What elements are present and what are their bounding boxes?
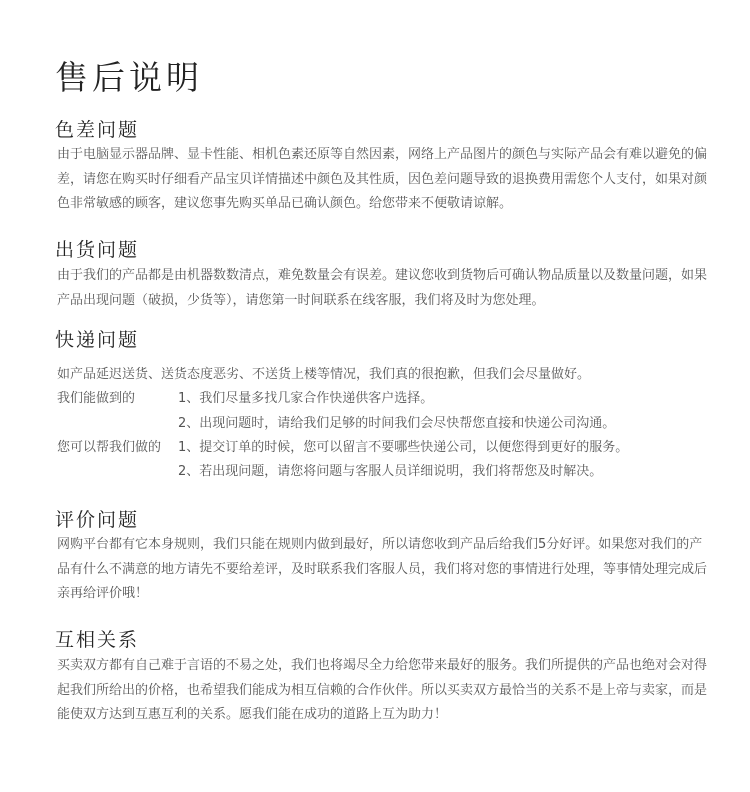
express-group-label: 您可以帮我们做的 (57, 440, 162, 455)
list-item: 2、出现问题时，请给我们足够的时间我们会尽快帮您直接和快递公司沟通。 (178, 416, 616, 431)
list-item: 1、我们尽量多找几家合作快递供客户选择。 (178, 391, 434, 406)
section-heading-shipping: 出货问题 (55, 239, 140, 261)
section-body-relationship: 买卖双方都有自己难于言语的不易之处，我们也将竭尽全力给您带来最好的服务。我们所提供的产品也绝对会对得起我们所给出的价格，也希望我们能成为相互信赖的合作伙伴。所以买卖双方最恰当的关系不是上帝与卖家，而是能使双方达到互惠互利的关系。愿我们能在成功的道路上互为助力！ (57, 658, 708, 722)
page-title: 售后说明 (55, 58, 203, 97)
express-group-you-can (57, 438, 628, 458)
express-group-label: 我们能做到的 (57, 391, 136, 406)
section-heading-express: 快递问题 (55, 329, 140, 351)
section-heading-reviews: 评价问题 (55, 509, 140, 531)
section-body-reviews: 网购平台都有它本身规则，我们只能在规则内做到最好，所以请您收到产品后给我们5分好评。如果您对我们的产品有什么不满意的地方请先不要给差评，及时联系我们客服人员，我们将对您的事情进行处理，等事情处理完成后亲再给评价哦！ (57, 537, 708, 601)
express-group-we-can (57, 389, 433, 409)
section-body-shipping: 由于我们的产品都是由机器数数清点，难免数量会有误差。建议您收到货物后可确认物品质量以及数量问题，如果产品出现问题（破损，少货等），请您第一时间联系在线客服，我们将及时为您处理。 (57, 268, 708, 308)
section-heading-relationship: 互相关系 (55, 629, 140, 651)
section-heading-color: 色差问题 (55, 119, 140, 141)
section-body-color: 由于电脑显示器品牌、显卡性能、相机色素还原等自然因素，网络上产品图片的颜色与实际产品会有难以避免的偏差，请您在购买时仔细看产品宝贝详情描述中颜色及其性质，因色差问题导致的退换费用需您个人支付，如果对颜色非常敏感的顾客，建议您事先购买单品已确认颜色。给您带来不便敬请谅解。 (57, 147, 708, 211)
list-item: 1、提交订单的时候，您可以留言不要哪些快递公司，以便您得到更好的服务。 (178, 440, 629, 455)
list-item: 2、若出现问题，请您将问题与客服人员详细说明，我们将帮您及时解决。 (178, 464, 603, 479)
express-intro: 如产品延迟送货、送货态度恶劣、不送货上楼等情况，我们真的很抱歉，但我们会尽量做好。 (57, 367, 591, 382)
